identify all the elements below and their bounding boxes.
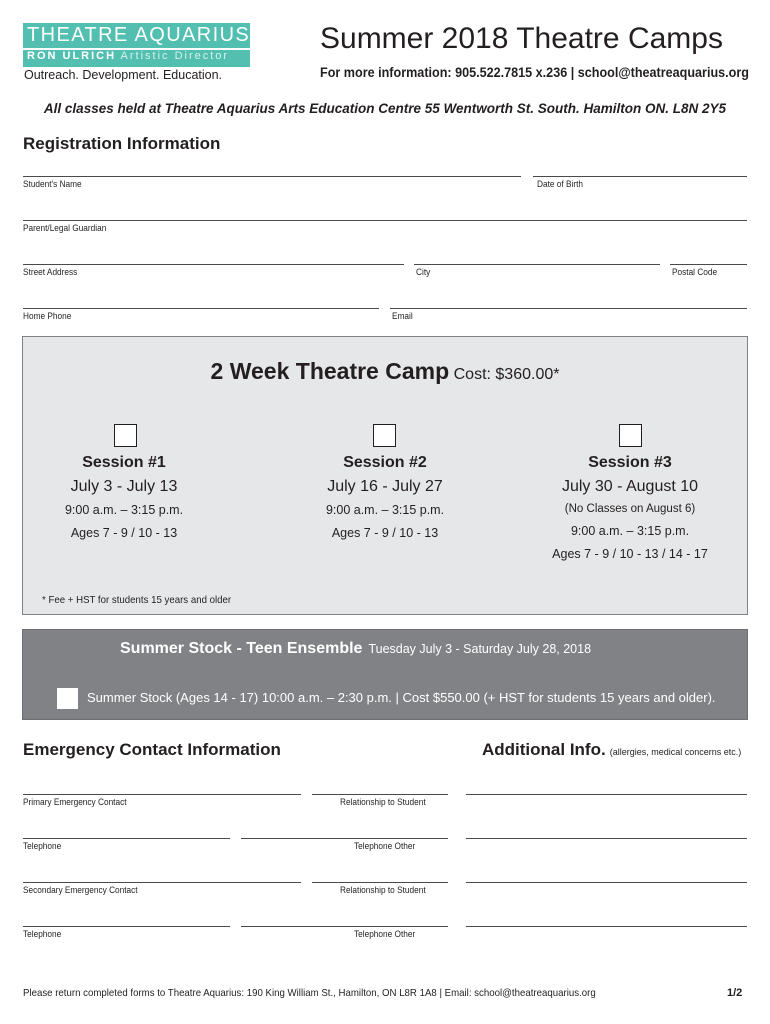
additional-info-line-1[interactable] (466, 794, 747, 795)
fee-note: * Fee + HST for students 15 years and older (42, 594, 232, 606)
logo-name: THEATRE AQUARIUS (27, 24, 251, 46)
telephone-2-label: Telephone (23, 929, 62, 939)
session-3-time: 9:00 a.m. – 3:15 p.m. (570, 524, 690, 538)
student-name-field[interactable] (23, 176, 521, 177)
home-phone-label: Home Phone (23, 311, 72, 321)
director-title: Artistic Director (120, 50, 230, 62)
primary-contact-field[interactable] (23, 794, 301, 795)
relationship-1-field[interactable] (312, 794, 448, 795)
additional-info-line-2[interactable] (466, 838, 747, 839)
session-1-dates: July 3 - July 13 (70, 478, 178, 495)
telephone-1-field[interactable] (23, 838, 230, 839)
city-label: City (416, 267, 431, 277)
session-3-ages: Ages 7 - 9 / 10 - 13 / 14 - 17 (552, 547, 708, 561)
session-3-checkbox[interactable] (619, 424, 642, 447)
relationship-1-label: Relationship to Student (340, 797, 426, 807)
tagline: Outreach. Development. Education. (24, 68, 223, 82)
dob-field[interactable] (533, 176, 747, 177)
guardian-field[interactable] (23, 220, 747, 221)
return-instructions: Please return completed forms to Theatre Aquarius: 190 King William St., Hamilton, ON L8R 1A8 | Email: school@theatreaquarius.org (23, 987, 596, 999)
session-3-title: Session #3 (588, 454, 672, 471)
additional-subheading: (allergies, medical concerns etc.) (609, 747, 742, 757)
additional-heading-text: Additional Info. (482, 740, 606, 759)
director-name: RON ULRICH (27, 50, 117, 62)
relationship-2-label: Relationship to Student (340, 885, 426, 895)
email-label: Email (392, 311, 413, 321)
registration-heading: Registration Information (23, 134, 221, 153)
city-field[interactable] (414, 264, 660, 265)
session-2 (275, 454, 495, 549)
additional-info-line-3[interactable] (466, 882, 747, 883)
session-2-time: 9:00 a.m. – 3:15 p.m. (325, 503, 445, 517)
telephone-other-2-label: Telephone Other (354, 929, 416, 939)
session-2-ages: Ages 7 - 9 / 10 - 13 (331, 526, 439, 540)
teen-dates: Tuesday July 3 - Saturday July 28, 2018 (368, 642, 592, 656)
home-phone-field[interactable] (23, 308, 379, 309)
student-name-label: Student's Name (23, 179, 82, 189)
teen-title (120, 640, 591, 658)
session-3-dates: July 30 - August 10 (561, 478, 699, 495)
teen-description: Summer Stock (Ages 14 - 17) 10:00 a.m. – 2:30 p.m. | Cost $550.00 (+ HST for students 15 years and older). (87, 690, 716, 705)
relationship-2-field[interactable] (312, 882, 448, 883)
telephone-other-1-field[interactable] (241, 838, 448, 839)
street-label: Street Address (23, 267, 78, 277)
street-field[interactable] (23, 264, 404, 265)
camp-title (0, 358, 770, 385)
secondary-contact-label: Secondary Emergency Contact (23, 885, 138, 895)
postal-label: Postal Code (672, 267, 718, 277)
session-1-checkbox[interactable] (114, 424, 137, 447)
session-1-time: 9:00 a.m. – 3:15 p.m. (64, 503, 184, 517)
guardian-label: Parent/Legal Guardian (23, 223, 107, 233)
telephone-1-label: Telephone (23, 841, 62, 851)
session-1-title: Session #1 (82, 454, 166, 471)
secondary-contact-field[interactable] (23, 882, 301, 883)
session-3-note: (No Classes on August 6) (564, 503, 696, 515)
teen-ensemble-checkbox[interactable] (57, 688, 78, 709)
telephone-other-2-field[interactable] (241, 926, 448, 927)
primary-contact-label: Primary Emergency Contact (23, 797, 127, 807)
email-field[interactable] (390, 308, 747, 309)
logo-director (27, 50, 249, 62)
session-2-title: Session #2 (343, 454, 427, 471)
additional-heading (482, 740, 741, 760)
telephone-2-field[interactable] (23, 926, 230, 927)
page-title: Summer 2018 Theatre Camps (320, 22, 723, 55)
contact-info: For more information: 905.522.7815 x.236 | school@theatreaquarius.org (320, 64, 749, 80)
dob-label: Date of Birth (537, 179, 584, 189)
page-number: 1/2 (727, 987, 743, 999)
additional-info-line-4[interactable] (466, 926, 747, 927)
camp-cost: Cost: $360.00* (453, 366, 560, 383)
session-1-ages: Ages 7 - 9 / 10 - 13 (70, 526, 178, 540)
telephone-other-1-label: Telephone Other (354, 841, 416, 851)
emergency-heading: Emergency Contact Information (23, 740, 281, 759)
postal-field[interactable] (670, 264, 747, 265)
session-1 (14, 454, 234, 549)
session-2-dates: July 16 - July 27 (327, 478, 443, 495)
session-2-checkbox[interactable] (373, 424, 396, 447)
teen-title-text: Summer Stock - Teen Ensemble (120, 640, 363, 657)
camp-title-text: 2 Week Theatre Camp (210, 358, 450, 384)
venue-line: All classes held at Theatre Aquarius Arts Education Centre 55 Wentworth St. South. Hamilton ON. L8N 2Y5 (43, 101, 727, 116)
session-3 (520, 454, 740, 570)
